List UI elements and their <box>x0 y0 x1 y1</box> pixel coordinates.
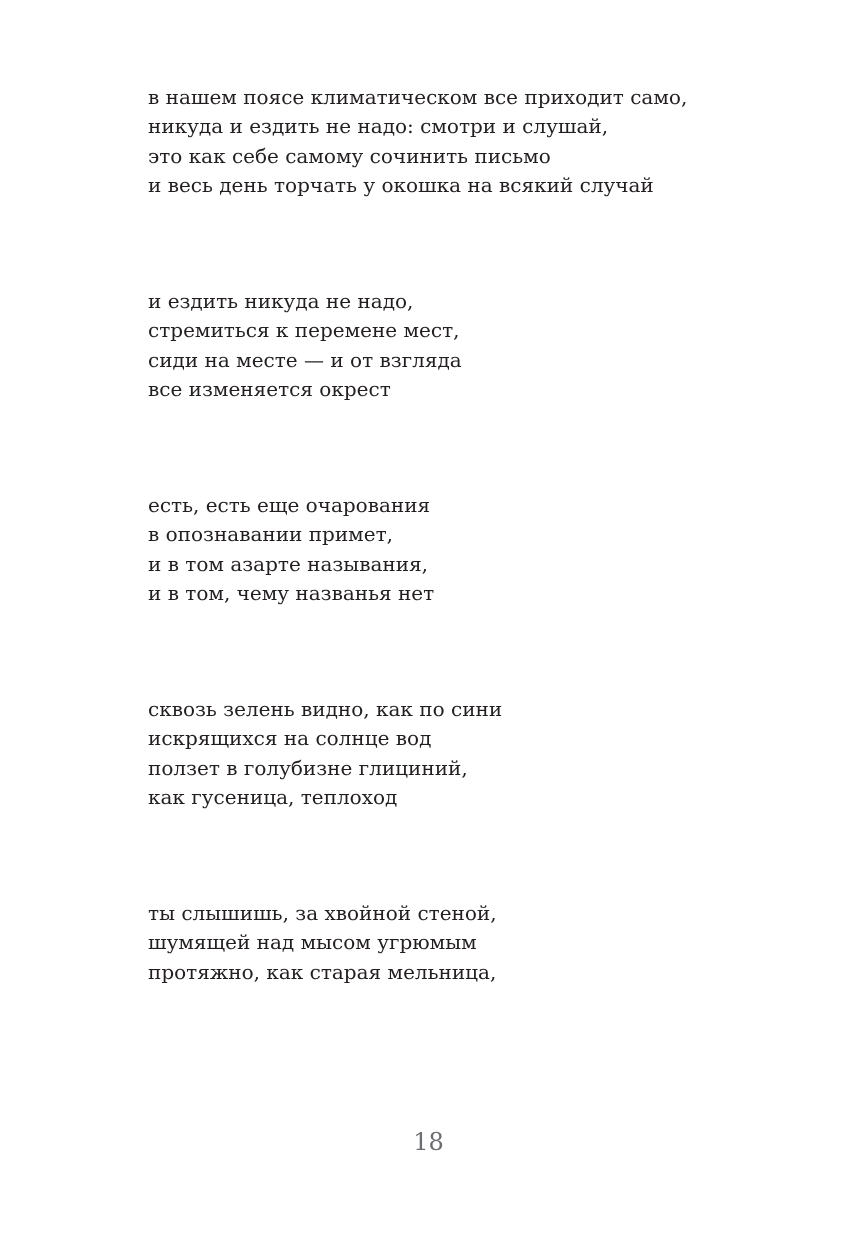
poem-line: никуда и ездить не надо: смотри и слушай, <box>148 114 609 139</box>
poem-line: и в том азарте называния, <box>148 551 429 576</box>
poem-line: сиди на месте — и от взгляда <box>148 347 462 372</box>
page-number: 18 <box>413 1128 444 1156</box>
poem-line: это как себе самому сочинить письмо <box>148 143 551 168</box>
poem-line: сквозь зелень видно, как по сини <box>148 697 503 721</box>
poem-line: как гусеница, теплоход <box>148 784 398 809</box>
poem-line: и ездить никуда не надо, <box>148 289 414 313</box>
poem-line: протяжно, как старая мельница, <box>148 959 497 984</box>
stanza-2 <box>148 287 462 404</box>
poem-line: в опознавании примет, <box>148 522 393 547</box>
poem-line: стремиться к перемене мест, <box>148 318 460 343</box>
stanza-1 <box>148 83 687 200</box>
stanza-3 <box>148 491 434 608</box>
poem-line: в нашем поясе климатическом все приходит само, <box>148 85 688 109</box>
poem-line: искрящихся на солнце вод <box>148 726 432 751</box>
poem-line: ползет в голубизне глициний, <box>148 755 468 780</box>
poem-line: и в том, чему названья нет <box>148 580 435 605</box>
stanza-5 <box>148 899 497 987</box>
poem-line: и весь день торчать у окошка на всякий случай <box>148 172 654 197</box>
poem-line: все изменяется окрест <box>148 376 391 401</box>
poem-line: есть, есть еще очарования <box>148 493 431 517</box>
poem-line: ты слышишь, за хвойной стеной, <box>148 901 497 925</box>
stanza-4 <box>148 695 502 812</box>
poem-line: шумящей над мысом угрюмым <box>148 930 477 955</box>
